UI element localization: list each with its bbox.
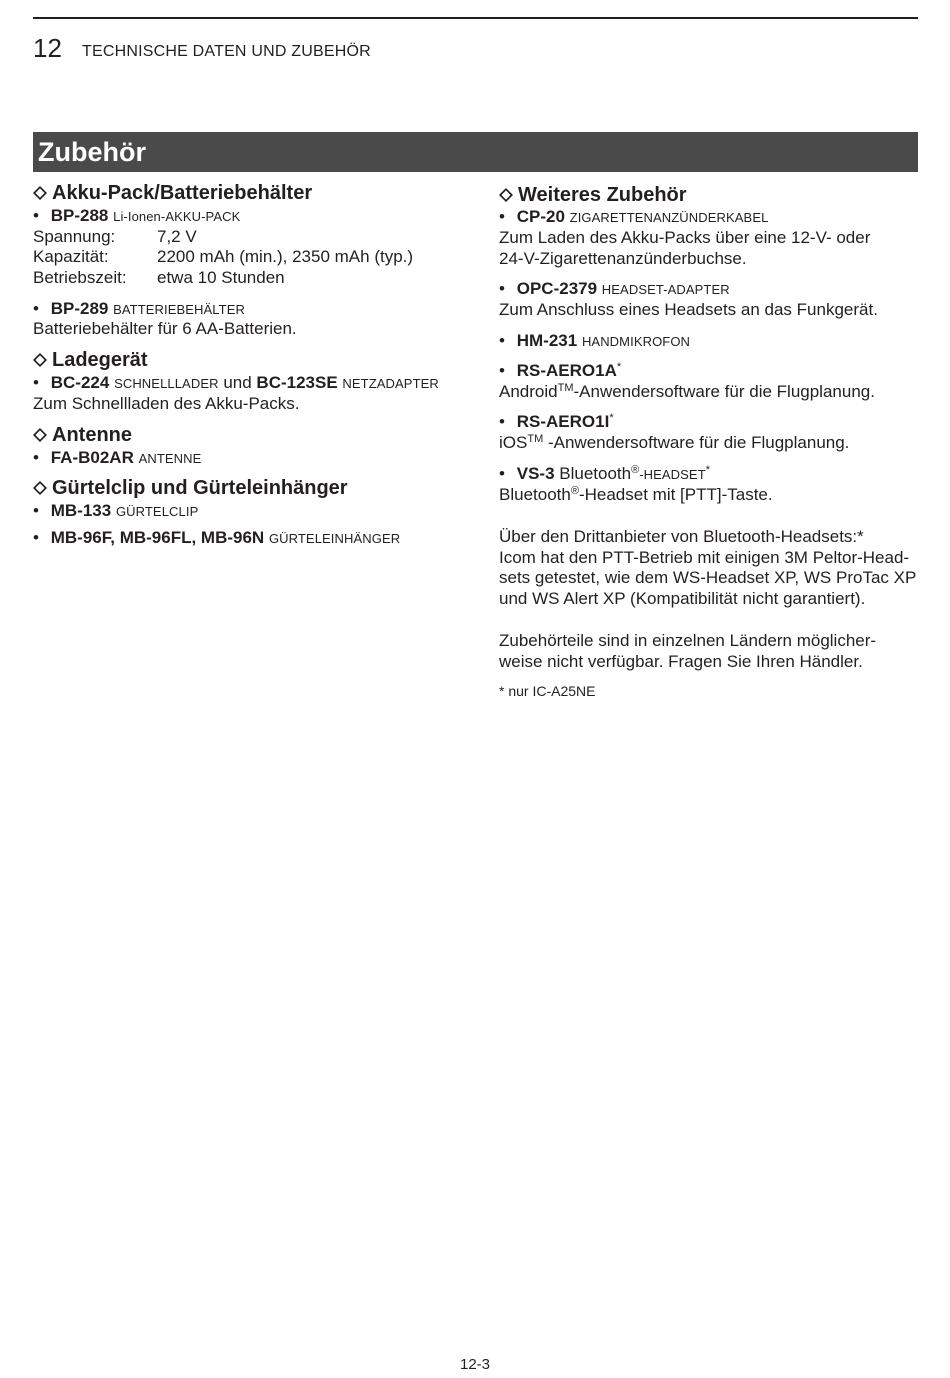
section-title: Zubehör bbox=[38, 137, 146, 167]
note-line: und WS Alert XP (Kompatibilität nicht garantiert). bbox=[499, 589, 866, 608]
note-line: sets getestet, wie dem WS-Headset XP, WS ProTac XP bbox=[499, 568, 917, 587]
model-description: GÜRTELEINHÄNGER bbox=[268, 531, 401, 546]
heading-text: Gürtelclip und Gürteleinhänger bbox=[52, 477, 348, 499]
heading-text: Akku-Pack/Batteriebehälter bbox=[52, 182, 313, 204]
trademark-mark: TM bbox=[557, 382, 574, 394]
list-item-cp-20 bbox=[499, 207, 768, 228]
model-number: CP-20 bbox=[516, 207, 565, 226]
footnote-mark: * bbox=[616, 361, 622, 373]
list-item-mb-133 bbox=[33, 501, 198, 522]
model-number: RS-AERO1A bbox=[516, 361, 617, 380]
footnote: * nur IC-A25NE bbox=[499, 683, 596, 699]
spec-label: Betriebszeit: bbox=[33, 268, 127, 287]
model-number: MB-133 bbox=[50, 501, 112, 520]
diamond-icon bbox=[33, 428, 47, 442]
model-number: BC-123SE bbox=[256, 373, 338, 392]
text-part: iOS bbox=[499, 433, 528, 452]
list-item-bp-289 bbox=[33, 299, 245, 320]
item-description: Zum Laden des Akku-Packs über eine 12-V- oder bbox=[499, 228, 871, 247]
spec-value: etwa 10 Stunden bbox=[157, 268, 285, 287]
registered-mark: ® bbox=[570, 485, 579, 497]
spec-value: 7,2 V bbox=[157, 227, 197, 246]
model-description: Li-Ionen-AKKU-PACK bbox=[113, 209, 241, 224]
list-item-bc-224 bbox=[33, 373, 439, 394]
diamond-icon bbox=[33, 186, 47, 200]
spec-value: 2200 mAh (min.), 2350 mAh (typ.) bbox=[157, 247, 414, 266]
list-item-rs-aero1a bbox=[499, 361, 621, 381]
header-rule bbox=[33, 17, 918, 19]
model-number: MB-96F, MB-96FL, MB-96N bbox=[50, 528, 265, 547]
list-item-rs-aero1i bbox=[499, 412, 614, 432]
item-description: Zum Schnellladen des Akku-Packs. bbox=[33, 394, 300, 413]
text-part: Android bbox=[499, 382, 558, 401]
heading-text: Antenne bbox=[52, 424, 132, 446]
section-title-bar bbox=[33, 132, 918, 172]
item-description: Batteriebehälter für 6 AA-Batterien. bbox=[33, 319, 297, 338]
model-number: BC-224 bbox=[50, 373, 110, 392]
spec-label: Spannung: bbox=[33, 227, 116, 246]
item-description: 24-V-Zigarettenanzünderbuchse. bbox=[499, 249, 747, 268]
list-item-bp-288 bbox=[33, 206, 240, 227]
heading-text: Ladegerät bbox=[52, 349, 148, 371]
model-description: GÜRTELCLIP bbox=[115, 504, 199, 519]
model-number: BP-288 bbox=[50, 206, 109, 225]
diamond-icon bbox=[33, 481, 47, 495]
note-line: Über den Drittanbieter von Bluetooth-Headsets:* bbox=[499, 527, 864, 546]
page-number: 12-3 bbox=[459, 1356, 491, 1373]
model-description: ZIGARETTENANZÜNDERKABEL bbox=[569, 210, 769, 225]
model-number: HM-231 bbox=[516, 331, 578, 350]
list-item-fa-b02ar bbox=[33, 448, 201, 469]
model-description: ANTENNE bbox=[138, 451, 202, 466]
diamond-icon bbox=[499, 188, 513, 202]
model-description: HEADSET-ADAPTER bbox=[601, 282, 730, 297]
list-item-hm-231 bbox=[499, 331, 690, 352]
model-description: -HEADSET bbox=[639, 467, 706, 482]
model-number: RS-AERO1I bbox=[516, 412, 610, 431]
trademark-mark: TM bbox=[527, 433, 544, 445]
item-description: Zum Anschluss eines Headsets an das Funkgerät. bbox=[499, 300, 878, 319]
footnote-mark: * bbox=[705, 464, 711, 476]
text-part: -Anwendersoftware für die Flugplanung. bbox=[543, 433, 850, 452]
model-number: BP-289 bbox=[50, 299, 109, 318]
model-description: HANDMIKROFON bbox=[581, 334, 691, 349]
heading-text: Weiteres Zubehör bbox=[518, 184, 687, 206]
note-line: weise nicht verfügbar. Fragen Sie Ihren Händler. bbox=[499, 652, 863, 671]
text-part: -Headset mit [PTT]-Taste. bbox=[578, 485, 773, 504]
list-item-opc-2379 bbox=[499, 279, 730, 300]
text-part: Bluetooth bbox=[499, 485, 571, 504]
chapter-number: 12 bbox=[33, 33, 62, 63]
model-number: FA-B02AR bbox=[50, 448, 134, 467]
footnote-mark: * bbox=[609, 412, 614, 424]
item-description bbox=[499, 433, 849, 453]
model-number: OPC-2379 bbox=[516, 279, 598, 298]
diamond-icon bbox=[33, 353, 47, 367]
chapter-title: TECHNISCHE DATEN UND ZUBEHÖR bbox=[82, 43, 371, 60]
note-line: Icom hat den PTT-Betrieb mit einigen 3M Peltor-Head- bbox=[499, 548, 910, 567]
list-item-mb-96 bbox=[33, 528, 400, 549]
model-description: NETZADAPTER bbox=[342, 376, 439, 391]
item-description bbox=[499, 382, 875, 402]
joiner-text: und bbox=[223, 373, 252, 392]
model-description: SCHNELLLADER bbox=[114, 376, 219, 391]
list-item-vs-3 bbox=[499, 464, 710, 485]
item-description bbox=[499, 485, 773, 505]
note-line: Zubehörteile sind in einzelnen Ländern möglicher- bbox=[499, 631, 877, 650]
text-part: Bluetooth bbox=[559, 464, 632, 483]
model-description: BATTERIEBEHÄLTER bbox=[113, 302, 245, 317]
text-part: -Anwendersoftware für die Flugplanung. bbox=[573, 382, 875, 401]
model-number: VS-3 bbox=[516, 464, 555, 483]
registered-mark: ® bbox=[631, 464, 640, 476]
spec-label: Kapazität: bbox=[33, 247, 109, 266]
